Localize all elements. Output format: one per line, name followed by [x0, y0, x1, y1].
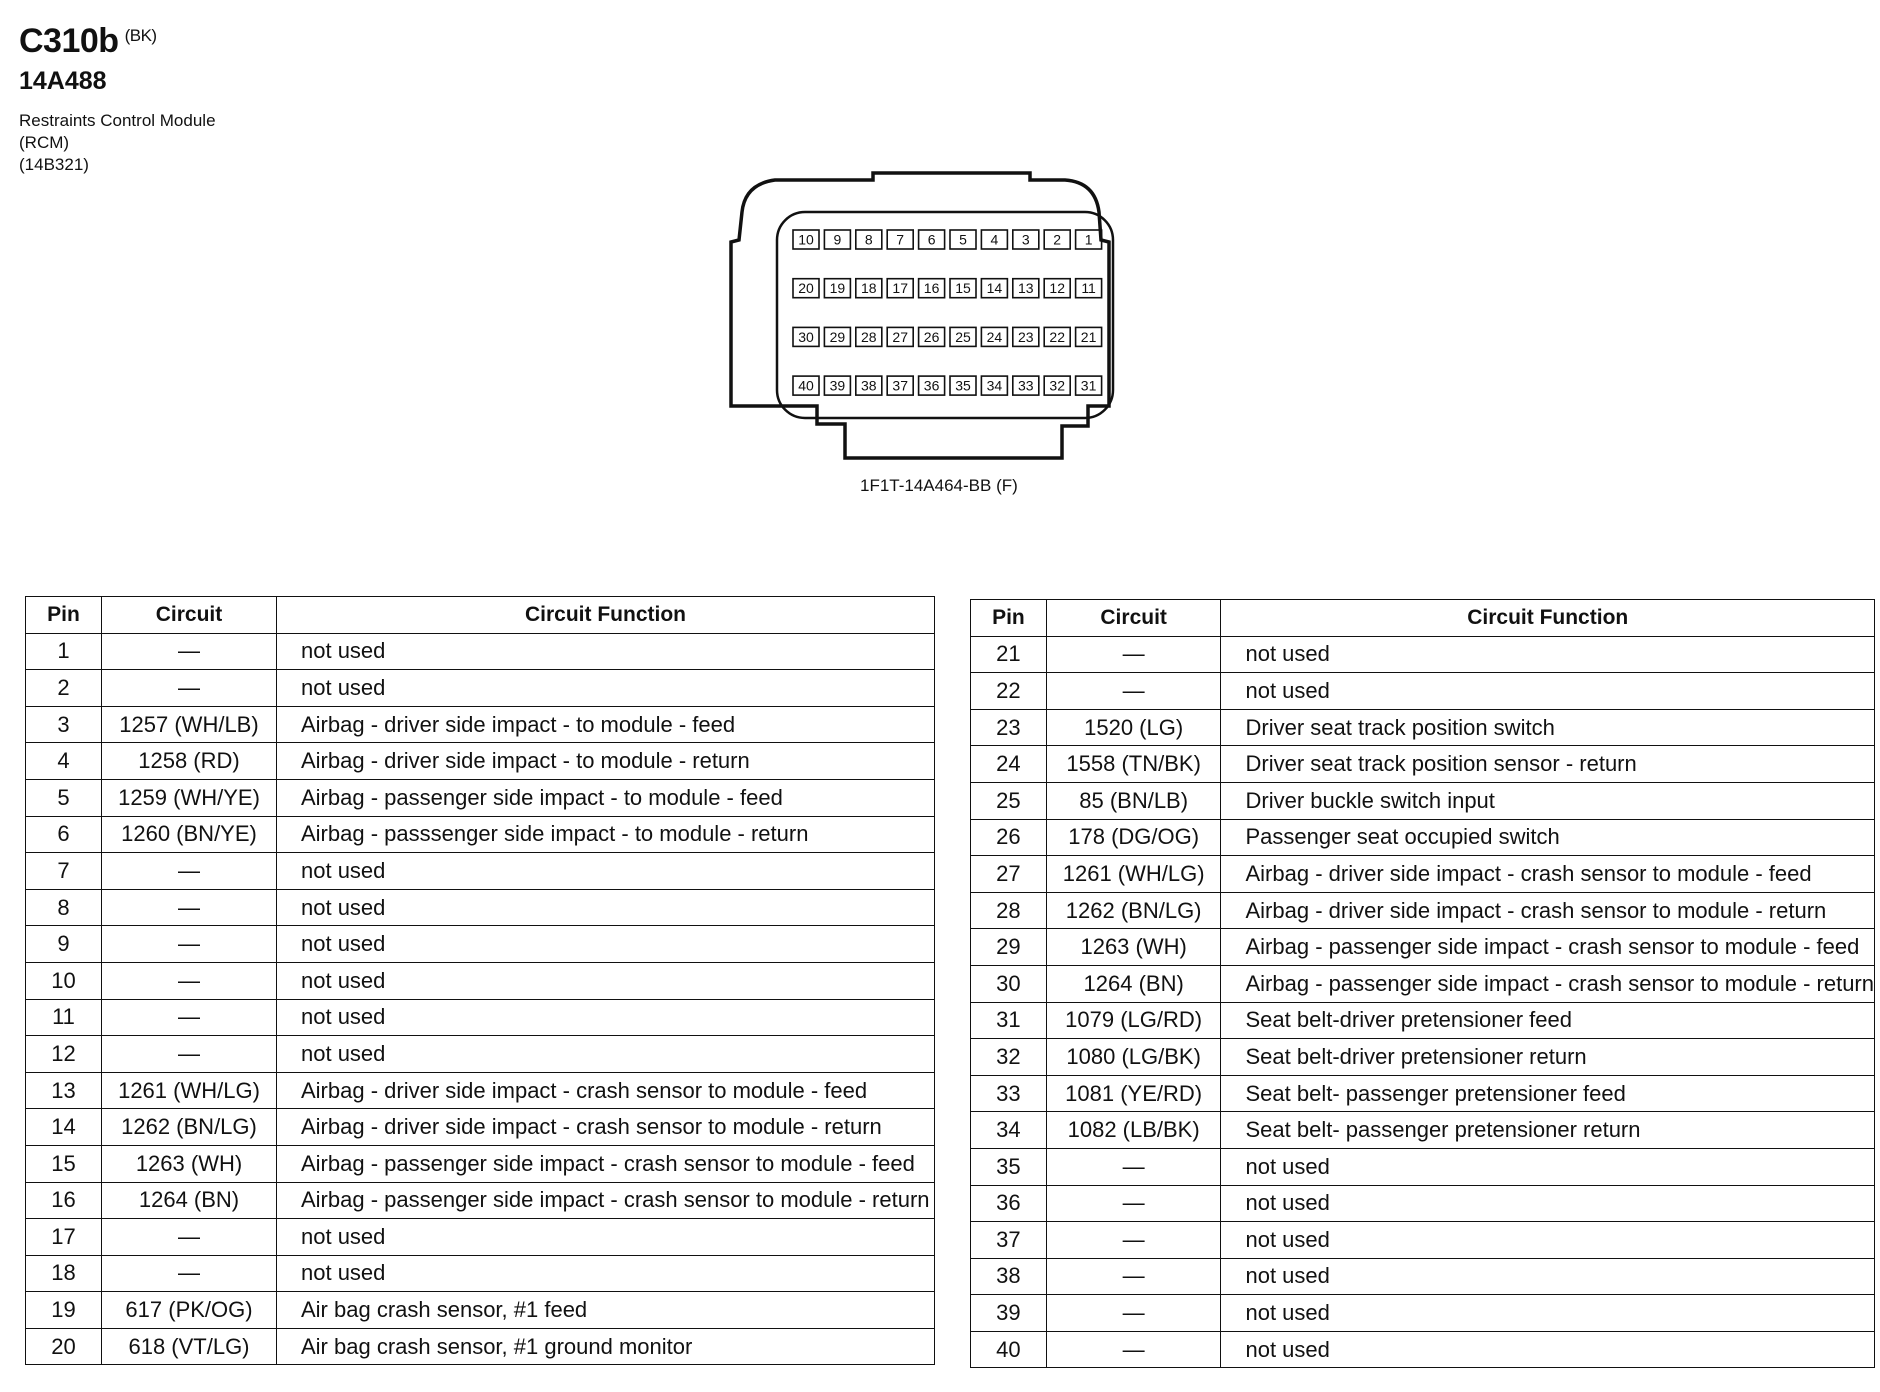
pin-number-label: 19	[829, 280, 846, 297]
table-row	[971, 1039, 1875, 1076]
circuit-cell: —	[102, 1255, 277, 1292]
table-row	[26, 926, 935, 963]
function-cell: not used	[277, 853, 935, 890]
table-row	[971, 1075, 1875, 1112]
pin-cell: 37	[971, 1222, 1047, 1259]
pin-cavity	[793, 376, 819, 395]
circuit-cell: —	[1046, 673, 1221, 710]
function-cell: Airbag - driver side impact - crash sensor to module - return	[1221, 892, 1875, 929]
header-pin: Pin	[26, 597, 102, 634]
function-cell: not used	[1221, 636, 1875, 673]
pin-cell: 22	[971, 673, 1047, 710]
table-row	[971, 1002, 1875, 1039]
pin-number-label: 5	[959, 231, 967, 248]
circuit-cell: —	[1046, 1148, 1221, 1185]
table-row	[971, 636, 1875, 673]
pin-cavity	[824, 279, 850, 298]
circuit-cell: 85 (BN/LB)	[1046, 782, 1221, 819]
pin-number-label: 6	[927, 231, 936, 248]
pin-cavity	[1013, 230, 1039, 249]
pin-cavity	[919, 327, 945, 346]
pin-cavity	[1013, 279, 1039, 298]
part-number: 14A488	[19, 67, 107, 95]
table-row	[971, 892, 1875, 929]
circuit-cell: 1264 (BN)	[1046, 965, 1221, 1002]
table-row	[971, 1148, 1875, 1185]
pin-cell: 4	[26, 743, 102, 780]
pin-number-label: 7	[896, 231, 905, 248]
pin-cell: 1	[26, 633, 102, 670]
circuit-cell: 1081 (YE/RD)	[1046, 1075, 1221, 1112]
pin-cavity	[981, 376, 1007, 395]
function-cell: Airbag - driver side impact - to module - feed	[277, 706, 935, 743]
function-cell: not used	[1221, 673, 1875, 710]
pin-cell: 14	[26, 1109, 102, 1146]
pin-cavity	[1044, 327, 1070, 346]
pin-number-label: 32	[1049, 377, 1065, 394]
pin-number-label: 27	[892, 328, 908, 345]
circuit-cell: —	[1046, 1185, 1221, 1222]
header-circuit: Circuit	[1046, 600, 1221, 637]
circuit-cell: 1260 (BN/YE)	[102, 816, 277, 853]
pin-number-label: 39	[829, 377, 846, 394]
circuit-cell: 618 (VT/LG)	[102, 1328, 277, 1365]
function-cell: Seat belt- passenger pretensioner feed	[1221, 1075, 1875, 1112]
pin-cavity	[824, 376, 850, 395]
table-row	[971, 782, 1875, 819]
table-row	[26, 1072, 935, 1109]
function-cell: Seat belt- passenger pretensioner return	[1221, 1112, 1875, 1149]
pin-cell: 28	[971, 892, 1047, 929]
circuit-cell: 1080 (LG/BK)	[1046, 1039, 1221, 1076]
pin-cell: 32	[971, 1039, 1047, 1076]
pin-cavity	[1013, 327, 1039, 346]
circuit-cell: —	[102, 926, 277, 963]
pin-cavity	[950, 230, 976, 249]
circuit-cell: —	[102, 853, 277, 890]
pin-number-label: 37	[892, 377, 908, 394]
function-cell: not used	[277, 889, 935, 926]
function-cell: not used	[277, 1036, 935, 1073]
pin-number-label: 24	[986, 328, 1003, 345]
table-row	[971, 746, 1875, 783]
circuit-cell: 1261 (WH/LG)	[1046, 856, 1221, 893]
pin-number-label: 9	[833, 231, 842, 248]
table-row	[971, 709, 1875, 746]
function-cell: not used	[277, 926, 935, 963]
pin-cell: 38	[971, 1258, 1047, 1295]
pin-cavity	[950, 279, 976, 298]
header-circuit-function: Circuit Function	[1221, 600, 1875, 637]
function-cell: not used	[1221, 1258, 1875, 1295]
circuit-cell: —	[102, 889, 277, 926]
pin-table-left	[25, 596, 935, 1365]
pin-number-label: 10	[798, 231, 814, 248]
pin-cell: 31	[971, 1002, 1047, 1039]
pin-cell: 8	[26, 889, 102, 926]
connector-id-title	[19, 22, 216, 61]
function-cell: Driver buckle switch input	[1221, 782, 1875, 819]
pin-number-label: 15	[955, 280, 971, 297]
pin-cell: 5	[26, 779, 102, 816]
pin-cell: 36	[971, 1185, 1047, 1222]
pin-number-label: 14	[986, 280, 1003, 297]
circuit-cell: 1263 (WH)	[1046, 929, 1221, 966]
circuit-cell: —	[102, 999, 277, 1036]
pin-number-label: 28	[861, 328, 877, 345]
function-cell: Airbag - driver side impact - crash sensor to module - return	[277, 1109, 935, 1146]
pin-cell: 19	[26, 1292, 102, 1329]
pin-cavity	[1076, 376, 1102, 395]
table-row	[26, 1109, 935, 1146]
table-row	[26, 670, 935, 707]
pin-cell: 17	[26, 1219, 102, 1256]
table-row	[26, 1145, 935, 1182]
function-cell: Air bag crash sensor, #1 feed	[277, 1292, 935, 1329]
circuit-cell: —	[1046, 1295, 1221, 1332]
circuit-cell: 1520 (LG)	[1046, 709, 1221, 746]
table-row	[971, 673, 1875, 710]
pin-number-label: 16	[923, 280, 940, 297]
table-row	[971, 856, 1875, 893]
pin-cavity	[887, 279, 913, 298]
circuit-cell: 1263 (WH)	[102, 1145, 277, 1182]
connector-outline	[731, 173, 1109, 458]
pin-number-label: 8	[864, 231, 873, 248]
pin-cell: 30	[971, 965, 1047, 1002]
table-row	[971, 1222, 1875, 1259]
pin-number-label: 13	[1018, 280, 1034, 297]
function-cell: Driver seat track position switch	[1221, 709, 1875, 746]
pin-number-label: 31	[1080, 377, 1097, 394]
pin-cell: 12	[26, 1036, 102, 1073]
header-pin: Pin	[971, 600, 1047, 637]
table-header-row	[971, 600, 1875, 637]
function-cell: Airbag - passenger side impact - crash sensor to module - feed	[277, 1145, 935, 1182]
function-cell: not used	[277, 633, 935, 670]
pin-number-label: 29	[829, 328, 846, 345]
table-row	[971, 1258, 1875, 1295]
pin-number-label: 36	[923, 377, 940, 394]
pin-cavity	[793, 230, 819, 249]
pin-cell: 9	[26, 926, 102, 963]
pin-number-label: 34	[986, 377, 1003, 394]
circuit-cell: 1264 (BN)	[102, 1182, 277, 1219]
table-row	[26, 1292, 935, 1329]
pin-cell: 23	[971, 709, 1047, 746]
circuit-cell: —	[102, 1036, 277, 1073]
circuit-cell: 1259 (WH/YE)	[102, 779, 277, 816]
pin-cell: 26	[971, 819, 1047, 856]
pin-cavity	[793, 327, 819, 346]
pin-cell: 39	[971, 1295, 1047, 1332]
function-cell: Passenger seat occupied switch	[1221, 819, 1875, 856]
connector-id: C310b	[19, 22, 119, 60]
circuit-cell: 1261 (WH/LG)	[102, 1072, 277, 1109]
circuit-cell: 1258 (RD)	[102, 743, 277, 780]
pin-cavity	[1044, 376, 1070, 395]
description-line: (14B321)	[19, 155, 89, 174]
table-row	[26, 1036, 935, 1073]
pin-number-label: 11	[1081, 280, 1096, 297]
pin-cavity	[1044, 279, 1070, 298]
pin-number-label: 17	[892, 280, 908, 297]
pin-number-label: 30	[798, 328, 814, 345]
table-row	[26, 816, 935, 853]
table-row	[971, 929, 1875, 966]
pin-number-label: 25	[955, 328, 971, 345]
pin-cavity	[887, 230, 913, 249]
pin-cavity	[919, 279, 945, 298]
table-row	[26, 1328, 935, 1365]
function-cell: Airbag - passenger side impact - to module - feed	[277, 779, 935, 816]
pin-cavity	[856, 376, 882, 395]
function-cell: not used	[1221, 1331, 1875, 1368]
pin-cell: 24	[971, 746, 1047, 783]
pin-cell: 13	[26, 1072, 102, 1109]
pin-cavity	[1076, 279, 1102, 298]
pin-cavity	[824, 327, 850, 346]
circuit-cell: 178 (DG/OG)	[1046, 819, 1221, 856]
pin-table-right	[970, 599, 1875, 1368]
pin-cell: 18	[26, 1255, 102, 1292]
pin-cavity	[1013, 376, 1039, 395]
pin-cell: 33	[971, 1075, 1047, 1112]
pin-cavity	[919, 376, 945, 395]
function-cell: not used	[277, 1255, 935, 1292]
function-cell: not used	[277, 999, 935, 1036]
pin-cavity	[887, 327, 913, 346]
function-cell: Airbag - passenger side impact - crash sensor to module - feed	[1221, 929, 1875, 966]
pin-number-label: 38	[861, 377, 877, 394]
connector-face-diagram	[725, 168, 1180, 468]
table-row	[26, 889, 935, 926]
pin-cavity	[824, 230, 850, 249]
pin-cavity	[950, 327, 976, 346]
pin-number-label: 20	[798, 280, 814, 297]
function-cell: Airbag - driver side impact - crash sensor to module - feed	[277, 1072, 935, 1109]
circuit-cell: —	[1046, 1258, 1221, 1295]
function-cell: not used	[277, 962, 935, 999]
function-cell: Airbag - driver side impact - to module - return	[277, 743, 935, 780]
function-cell: Seat belt-driver pretensioner return	[1221, 1039, 1875, 1076]
circuit-cell: 1082 (LB/BK)	[1046, 1112, 1221, 1149]
circuit-cell: —	[102, 670, 277, 707]
pin-cell: 11	[26, 999, 102, 1036]
pin-number-label: 23	[1018, 328, 1034, 345]
table-row	[26, 962, 935, 999]
function-cell: Airbag - passenger side impact - crash sensor to module - return	[1221, 965, 1875, 1002]
pin-number-label: 33	[1018, 377, 1034, 394]
pin-cell: 27	[971, 856, 1047, 893]
table-row	[26, 779, 935, 816]
circuit-cell: —	[102, 633, 277, 670]
pin-cavity	[919, 230, 945, 249]
pin-cavity	[793, 279, 819, 298]
module-description	[19, 110, 216, 176]
table-row	[971, 1185, 1875, 1222]
pin-cavity	[981, 230, 1007, 249]
pin-cavity	[981, 327, 1007, 346]
table-row	[971, 1295, 1875, 1332]
pin-cell: 10	[26, 962, 102, 999]
circuit-cell: —	[1046, 1331, 1221, 1368]
function-cell: Airbag - passsenger side impact - to module - return	[277, 816, 935, 853]
function-cell: not used	[277, 1219, 935, 1256]
function-cell: not used	[1221, 1185, 1875, 1222]
description-line: (RCM)	[19, 133, 70, 152]
pin-number-label: 40	[798, 377, 814, 394]
header-circuit-function: Circuit Function	[277, 597, 935, 634]
table-row	[26, 633, 935, 670]
table-row	[26, 853, 935, 890]
pin-grid	[793, 230, 1102, 395]
table-header-row	[26, 597, 935, 634]
function-cell: Driver seat track position sensor - return	[1221, 746, 1875, 783]
pin-cell: 3	[26, 706, 102, 743]
function-cell: not used	[1221, 1148, 1875, 1185]
color-code: (BK)	[124, 26, 157, 45]
table-row	[26, 1182, 935, 1219]
document-header	[19, 22, 216, 176]
circuit-cell: —	[1046, 1222, 1221, 1259]
table-row	[971, 965, 1875, 1002]
pin-cavity	[856, 230, 882, 249]
table-row	[26, 1219, 935, 1256]
pin-number-label: 26	[923, 328, 940, 345]
circuit-cell: —	[1046, 636, 1221, 673]
circuit-cell: —	[102, 1219, 277, 1256]
function-cell: Airbag - passenger side impact - crash sensor to module - return	[277, 1182, 935, 1219]
circuit-cell: 617 (PK/OG)	[102, 1292, 277, 1329]
pin-cell: 29	[971, 929, 1047, 966]
pin-cell: 35	[971, 1148, 1047, 1185]
pin-cavity	[950, 376, 976, 395]
pin-cavity	[887, 376, 913, 395]
pin-cavity	[1076, 327, 1102, 346]
function-cell: not used	[1221, 1295, 1875, 1332]
pin-cavity	[1044, 230, 1070, 249]
pin-cavity	[856, 327, 882, 346]
table-row	[26, 1255, 935, 1292]
table-row	[26, 706, 935, 743]
function-cell: not used	[277, 670, 935, 707]
pin-cell: 16	[26, 1182, 102, 1219]
circuit-cell: 1262 (BN/LG)	[102, 1109, 277, 1146]
pin-cell: 6	[26, 816, 102, 853]
pin-number-label: 21	[1080, 328, 1097, 345]
function-cell: Seat belt-driver pretensioner feed	[1221, 1002, 1875, 1039]
pin-cavity	[1076, 230, 1102, 249]
pin-cell: 21	[971, 636, 1047, 673]
circuit-cell: 1257 (WH/LB)	[102, 706, 277, 743]
pin-cell: 7	[26, 853, 102, 890]
pin-number-label: 4	[990, 231, 999, 248]
pin-cell: 34	[971, 1112, 1047, 1149]
pin-cell: 20	[26, 1328, 102, 1365]
pin-number-label: 12	[1049, 280, 1065, 297]
pin-cavity	[856, 279, 882, 298]
pin-cell: 15	[26, 1145, 102, 1182]
pin-number-label: 2	[1053, 231, 1062, 248]
circuit-cell: —	[102, 962, 277, 999]
table-row	[26, 999, 935, 1036]
pin-number-label: 1	[1084, 231, 1093, 248]
table-row	[971, 1331, 1875, 1368]
circuit-cell: 1079 (LG/RD)	[1046, 1002, 1221, 1039]
pin-cell: 40	[971, 1331, 1047, 1368]
table-row	[26, 743, 935, 780]
pin-number-label: 3	[1021, 231, 1030, 248]
pin-cell: 2	[26, 670, 102, 707]
circuit-cell: 1262 (BN/LG)	[1046, 892, 1221, 929]
pin-cell: 25	[971, 782, 1047, 819]
connector-part-caption: 1F1T-14A464-BB (F)	[860, 476, 1018, 495]
header-circuit: Circuit	[102, 597, 277, 634]
pin-number-label: 35	[955, 377, 971, 394]
pin-cavity	[981, 279, 1007, 298]
pin-number-label: 22	[1049, 328, 1065, 345]
function-cell: not used	[1221, 1222, 1875, 1259]
function-cell: Air bag crash sensor, #1 ground monitor	[277, 1328, 935, 1365]
description-line: Restraints Control Module	[19, 111, 216, 130]
table-row	[971, 819, 1875, 856]
pin-number-label: 18	[861, 280, 877, 297]
function-cell: Airbag - driver side impact - crash sensor to module - feed	[1221, 856, 1875, 893]
circuit-cell: 1558 (TN/BK)	[1046, 746, 1221, 783]
table-row	[971, 1112, 1875, 1149]
